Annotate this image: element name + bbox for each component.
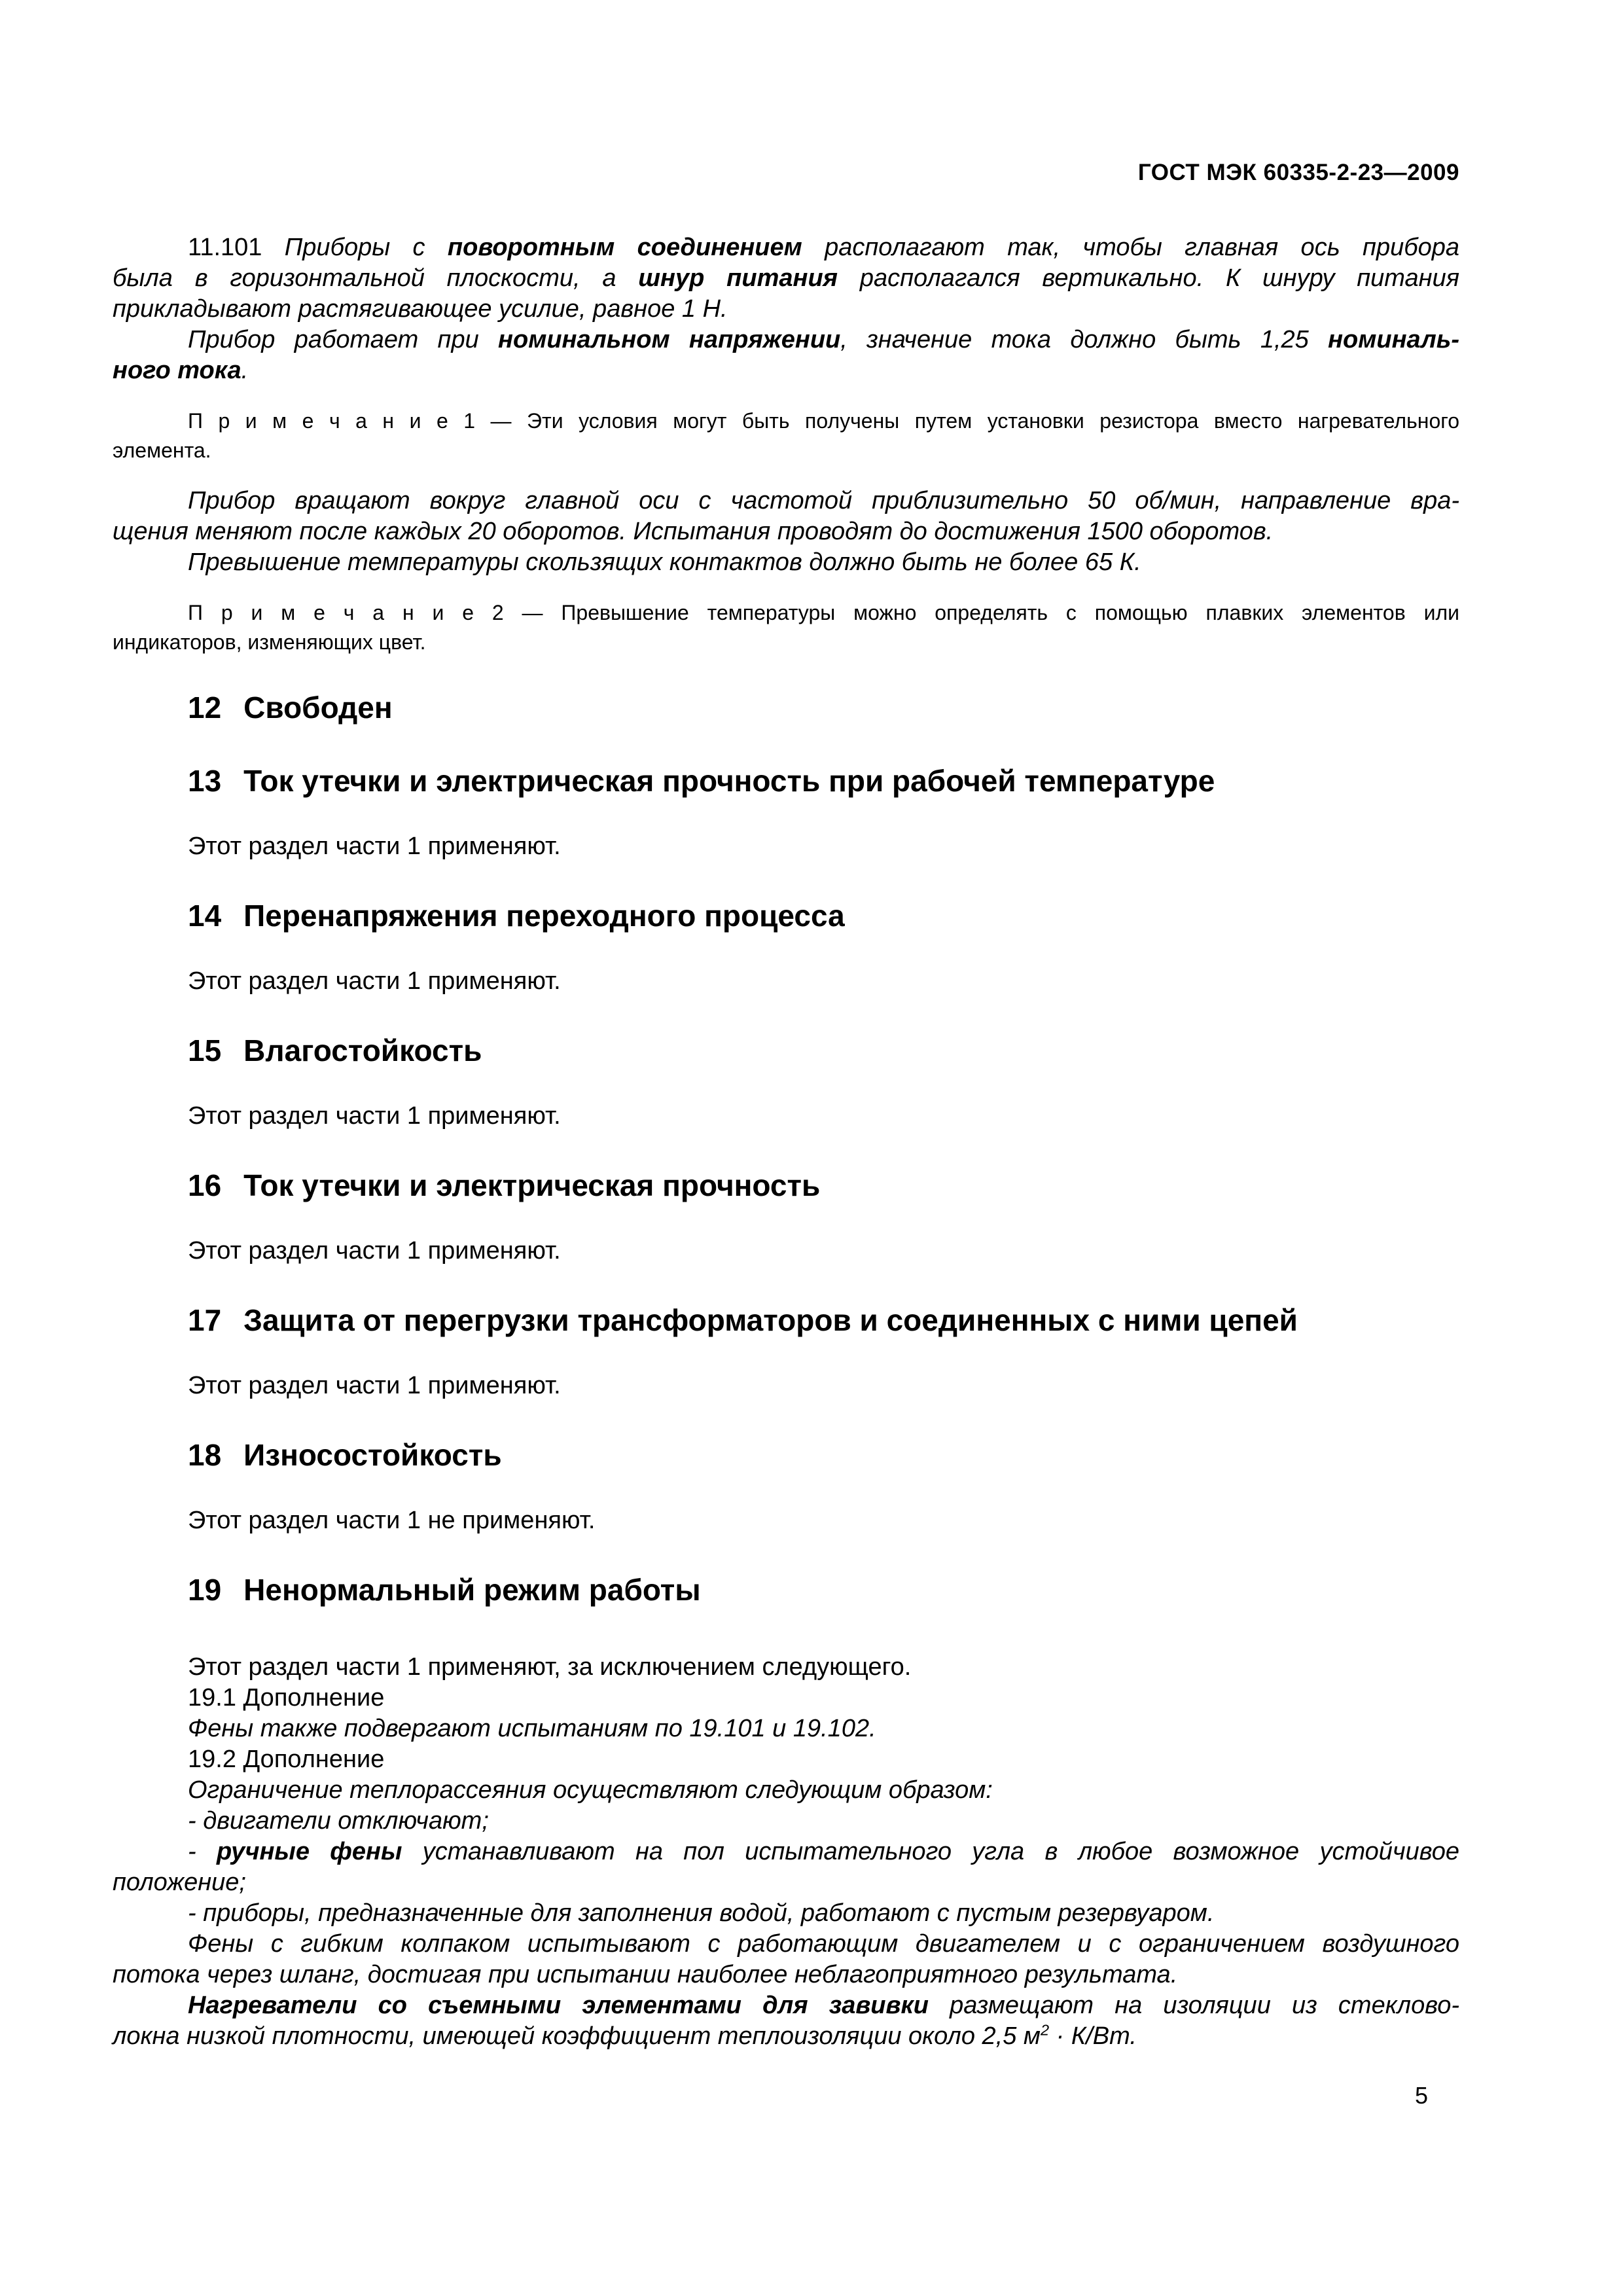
- section-heading-13: [113, 764, 1535, 798]
- note-1: [113, 406, 1459, 465]
- text-run: номинальном напряжении: [498, 326, 841, 353]
- heading-title: Защита от перегрузки трансформаторов и соединенных с ними цепей: [243, 1303, 1298, 1337]
- text-line: [113, 1806, 1459, 1837]
- text-run: локна низкой плотности, имеющей коэффициент теплоизоляции около 2,5 м: [113, 2022, 1041, 2050]
- text-line: [113, 232, 1459, 263]
- text-run: номиналь-: [1328, 326, 1459, 353]
- text-run: П р и м е ч а н и е 2 — Превышение температуры можно определять с помощью плавких элементов или: [188, 601, 1459, 624]
- page-number: 5: [1414, 2082, 1428, 2109]
- text-run: располагают так, чтобы главная ось прибора: [802, 234, 1459, 261]
- text-line: [113, 1898, 1459, 1929]
- text-line: [113, 547, 1459, 578]
- section-heading-15: [113, 1033, 1535, 1067]
- clause-11-101-current: [113, 325, 1459, 386]
- section-16-body: [113, 1236, 1459, 1266]
- text-run: · К/Вт.: [1049, 2022, 1137, 2050]
- text-line: [113, 1744, 1459, 1775]
- text-run: ручные фены: [216, 1838, 402, 1865]
- text-line: [113, 1652, 1459, 1683]
- heading-number: 13: [188, 764, 222, 798]
- text-line: [113, 406, 1459, 436]
- text-run: 11.101: [188, 234, 285, 261]
- text-run: , значение тока должно быть 1,25: [840, 326, 1329, 353]
- section-heading-19: [113, 1573, 1535, 1607]
- text-line: [113, 355, 1459, 386]
- text-run: располагался вертикально. К шнуру питания: [838, 264, 1459, 292]
- text-line: [113, 294, 1459, 325]
- text-run: Этот раздел части 1 применяют, за исключением следующего.: [188, 1653, 912, 1681]
- text-run: была в горизонтальной плоскости, а: [113, 264, 639, 292]
- section-heading-17: [113, 1303, 1535, 1337]
- text-line: [113, 1990, 1459, 2021]
- text-run: щения меняют после каждых 20 оборотов. Испытания проводят до достижения 1500 оборотов.: [113, 518, 1274, 545]
- text-line: [113, 1775, 1459, 1806]
- text-run: ного тока: [113, 357, 241, 384]
- text-line: [113, 486, 1459, 516]
- clause-11-101: [113, 232, 1459, 325]
- text-run: Этот раздел части 1 применяют.: [188, 967, 561, 995]
- text-line: [113, 516, 1459, 547]
- text-run: .: [241, 357, 249, 384]
- text-run: Этот раздел части 1 не применяют.: [188, 1507, 596, 1534]
- text-run: Прибор работает при: [188, 326, 499, 353]
- note-2: [113, 598, 1459, 657]
- heading-title: Износостойкость: [243, 1438, 502, 1472]
- text-run: шнур питания: [638, 264, 838, 292]
- text-run: прикладывают растягивающее усилие, равное 1 Н.: [113, 295, 728, 323]
- text-run: Этот раздел части 1 применяют.: [188, 1372, 561, 1399]
- text-run: 2: [1040, 2021, 1050, 2039]
- heading-title: Ток утечки и электрическая прочность: [243, 1168, 821, 1202]
- heading-title: Ненормальный режим работы: [243, 1573, 701, 1607]
- text-run: Этот раздел части 1 применяют.: [188, 1237, 561, 1265]
- text-run: П р и м е ч а н и е 1 — Эти условия могут быть получены путем установки резистора вместо нагревательного: [188, 409, 1459, 433]
- text-run: Фены с гибким колпаком испытывают с работающим двигателем и с ограничением воздушного: [188, 1930, 1459, 1958]
- text-line: [113, 598, 1459, 628]
- text-line: [113, 1371, 1459, 1401]
- text-run: Этот раздел части 1 применяют.: [188, 833, 561, 860]
- section-heading-12: [113, 691, 1535, 725]
- clause-11-101-rotation: [113, 486, 1459, 547]
- heading-number: 17: [188, 1303, 222, 1337]
- text-line: [113, 1236, 1459, 1266]
- text-run: потока через шланг, достигая при испытании наиболее неблагоприятного результата.: [113, 1961, 1178, 1988]
- text-line: [113, 1713, 1459, 1744]
- text-run: - двигатели отключают;: [188, 1807, 489, 1835]
- text-run: Приборы с: [284, 234, 448, 261]
- text-run: - приборы, предназначенные для заполнения водой, работают с пустым резервуаром.: [188, 1899, 1215, 1927]
- text-line: [113, 436, 1459, 465]
- section-19-body: [113, 1652, 1459, 2052]
- section-heading-14: [113, 899, 1535, 933]
- heading-number: 14: [188, 899, 222, 933]
- text-line: [113, 325, 1459, 355]
- text-line: [113, 1867, 1459, 1898]
- document-code-header: ГОСТ МЭК 60335-2-23—2009: [1137, 160, 1459, 185]
- text-line: [113, 1683, 1459, 1713]
- text-line: [113, 628, 1459, 657]
- heading-number: 12: [188, 691, 222, 725]
- text-run: индикаторов, изменяющих цвет.: [113, 630, 426, 654]
- text-line: [113, 263, 1459, 294]
- text-run: размещают на изоляции из стеклово-: [928, 1992, 1460, 2019]
- heading-number: 16: [188, 1168, 222, 1202]
- heading-title: Влагостойкость: [243, 1033, 482, 1067]
- text-run: Нагреватели со съемными элементами для завивки: [188, 1992, 929, 2019]
- text-run: Ограничение теплорассеяния осуществляют следующим образом:: [188, 1776, 993, 1804]
- text-run: Прибор вращают вокруг главной оси с частотой приблизительно 50 об/мин, направление вра-: [188, 487, 1459, 514]
- text-run: Фены также подвергают испытаниям по 19.101 и 19.102.: [188, 1715, 876, 1742]
- text-run: поворотным соединением: [447, 234, 802, 261]
- section-14-body: [113, 966, 1459, 997]
- section-heading-18: [113, 1438, 1535, 1472]
- text-run: Этот раздел части 1 применяют.: [188, 1102, 561, 1130]
- section-heading-16: [113, 1168, 1535, 1202]
- heading-number: 19: [188, 1573, 222, 1607]
- section-13-body: [113, 831, 1459, 862]
- text-line: [113, 1101, 1459, 1132]
- text-run: устанавливают на пол испытательного угла в любое возможное устойчивое: [402, 1838, 1460, 1865]
- heading-title: Ток утечки и электрическая прочность при рабочей температуре: [243, 764, 1215, 798]
- text-line: [113, 1837, 1459, 1867]
- text-line: [113, 1505, 1459, 1536]
- heading-number: 15: [188, 1033, 222, 1067]
- text-run: положение;: [113, 1869, 246, 1896]
- section-15-body: [113, 1101, 1459, 1132]
- text-line: [113, 966, 1459, 997]
- section-17-body: [113, 1371, 1459, 1401]
- clause-11-101-temperature: [113, 547, 1459, 578]
- text-line: [113, 1960, 1459, 1990]
- heading-number: 18: [188, 1438, 222, 1472]
- text-line: [113, 1929, 1459, 1960]
- text-run: Превышение температуры скользящих контактов должно быть не более 65 К.: [188, 548, 1141, 576]
- text-run: -: [188, 1838, 217, 1865]
- heading-title: Перенапряжения переходного процесса: [243, 899, 845, 933]
- text-line: [113, 2021, 1459, 2052]
- section-18-body: [113, 1505, 1459, 1536]
- text-run: 19.1 Дополнение: [188, 1684, 385, 1712]
- text-line: [113, 831, 1459, 862]
- text-run: элемента.: [113, 439, 211, 462]
- heading-title: Свободен: [243, 691, 393, 725]
- text-run: 19.2 Дополнение: [188, 1746, 385, 1773]
